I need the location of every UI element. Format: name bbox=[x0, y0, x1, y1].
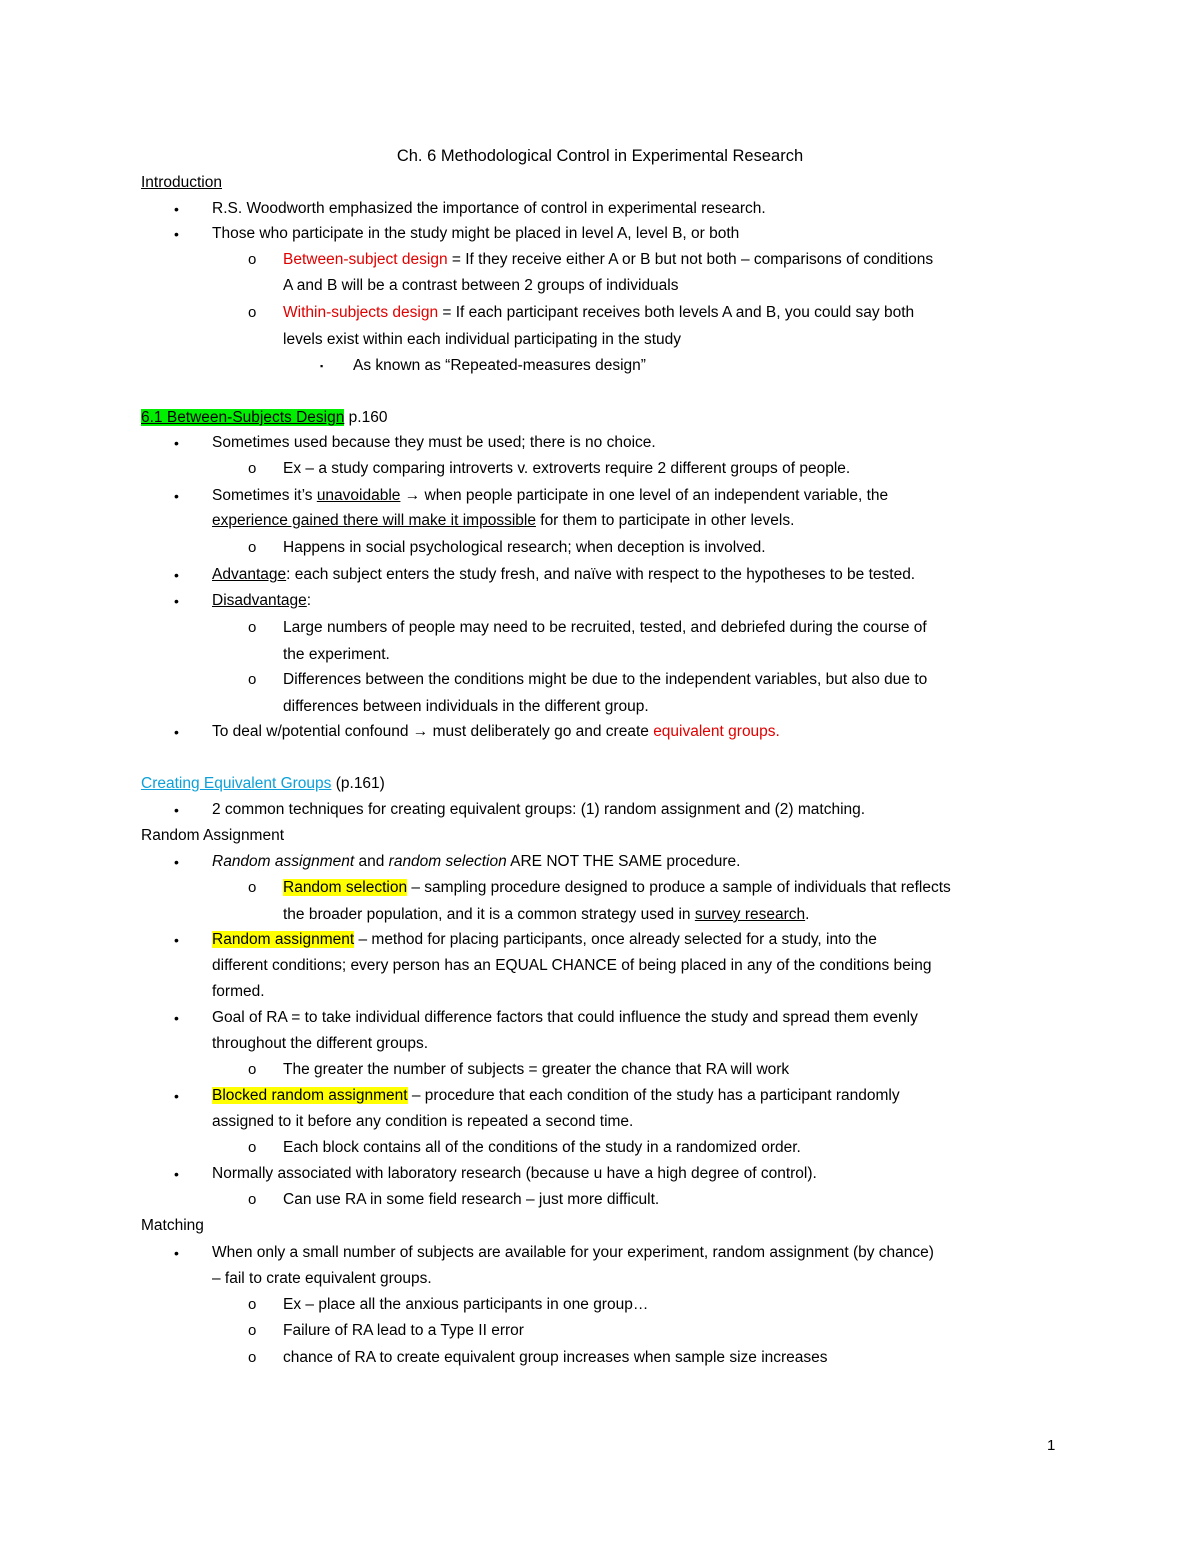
intro-bullet-1: R.S. Woodworth emphasized the importance of control in experimental research. bbox=[212, 200, 766, 217]
bullet-icon: • bbox=[174, 593, 179, 609]
ra-laboratory: Normally associated with laboratory research (because u have a high degree of control). bbox=[212, 1165, 817, 1182]
s61-disadvantage-1: Large numbers of people may need to be recruited, tested, and debriefed during the course of bbox=[283, 619, 927, 636]
s61-disadvantage-2: Differences between the conditions might be due to the independent variables, but also due to bbox=[283, 671, 928, 688]
heading-introduction: Introduction bbox=[141, 174, 222, 191]
ra-goal-1: The greater the number of subjects = greater the chance that RA will work bbox=[283, 1061, 790, 1078]
intro-repeated-measures: As known as “Repeated-measures design” bbox=[353, 357, 646, 374]
intro-within-subjects-line: Within-subjects design = If each participant receives both levels A and B, you could say both bbox=[283, 304, 915, 321]
ra-random-assignment-cont-1: different conditions; every person has an EQUAL CHANCE of being placed in any of the conditions being bbox=[212, 957, 932, 974]
bullet-icon: • bbox=[174, 201, 179, 217]
bullet-icon: • bbox=[174, 435, 179, 451]
sub-bullet-icon: o bbox=[248, 460, 257, 477]
sub-bullet-icon: o bbox=[248, 1322, 257, 1339]
sub-bullet-icon: o bbox=[248, 1061, 257, 1078]
bullet-icon: • bbox=[174, 226, 179, 242]
bullet-icon: • bbox=[174, 802, 179, 818]
bullet-icon: • bbox=[174, 567, 179, 583]
sub-bullet-icon: o bbox=[248, 879, 257, 896]
arrow-right-icon: → bbox=[408, 723, 433, 740]
square-bullet-icon: ▪ bbox=[320, 361, 324, 371]
sub-bullet-icon: o bbox=[248, 1139, 257, 1156]
intro-within-subjects-cont: levels exist within each individual participating in the study bbox=[283, 331, 682, 348]
sub-bullet-icon: o bbox=[248, 671, 257, 688]
bullet-icon: • bbox=[174, 1088, 179, 1104]
matching-bullet-1: When only a small number of subjects are available for your experiment, random assignment (by chance) bbox=[212, 1244, 934, 1261]
heading-6-1: 6.1 Between-Subjects Design bbox=[141, 409, 345, 426]
bullet-icon: • bbox=[174, 1245, 179, 1261]
heading-random-assignment: Random Assignment bbox=[141, 827, 285, 844]
creating-equivalent-groups-link[interactable]: Creating Equivalent Groups bbox=[141, 775, 332, 792]
ra-goal-cont: throughout the different groups. bbox=[212, 1035, 429, 1052]
bullet-icon: • bbox=[174, 854, 179, 870]
heading-matching: Matching bbox=[141, 1217, 204, 1234]
s61-disadvantage-2-cont: differences between individuals in the different group. bbox=[283, 698, 649, 715]
sub-bullet-icon: o bbox=[248, 304, 257, 321]
ra-random-selection: Random selection – sampling procedure designed to produce a sample of individuals that reflects bbox=[283, 879, 951, 896]
s61-disadvantage-1-cont: the experiment. bbox=[283, 646, 390, 663]
bullet-icon: • bbox=[174, 1166, 179, 1182]
matching-bullet-1-cont: – fail to crate equivalent groups. bbox=[212, 1270, 432, 1287]
ra-random-assignment-cont-2: formed. bbox=[212, 983, 265, 1000]
s61-disadvantage: Disadvantage: bbox=[212, 592, 312, 609]
sub-bullet-icon: o bbox=[248, 1191, 257, 1208]
matching-bullet-1-3: chance of RA to create equivalent group increases when sample size increases bbox=[283, 1349, 828, 1366]
ra-blocked-1: Each block contains all of the conditions of the study in a randomized order. bbox=[283, 1139, 801, 1156]
ra-goal: Goal of RA = to take individual difference factors that could influence the study and spread them evenly bbox=[212, 1009, 918, 1026]
bullet-icon: • bbox=[174, 724, 179, 740]
s61-bullet-2-cont: experience gained there will make it impossible for them to participate in other levels. bbox=[212, 512, 795, 529]
ra-blocked: Blocked random assignment – procedure that each condition of the study has a participant randomly bbox=[212, 1087, 900, 1104]
intro-between-subject-cont: A and B will be a contrast between 2 groups of individuals bbox=[283, 277, 679, 294]
page-number: 1 bbox=[1047, 1437, 1056, 1454]
term-between-subject-design: Between-subject design bbox=[283, 251, 448, 268]
intro-bullet-2: Those who participate in the study might be placed in level A, level B, or both bbox=[212, 225, 740, 242]
s61-bullet-5: To deal w/potential confound → must deliberately go and create equivalent groups. bbox=[212, 723, 780, 740]
heading-creating-equivalent-groups-line: Creating Equivalent Groups (p.161) bbox=[141, 775, 385, 792]
ra-bullet-1: Random assignment and random selection ARE NOT THE SAME procedure. bbox=[212, 853, 741, 870]
sub-bullet-icon: o bbox=[248, 251, 257, 268]
s61-bullet-1-1: Ex – a study comparing introverts v. extroverts require 2 different groups of people. bbox=[283, 460, 851, 477]
bullet-icon: • bbox=[174, 932, 179, 948]
sub-bullet-icon: o bbox=[248, 1349, 257, 1366]
sub-bullet-icon: o bbox=[248, 619, 257, 636]
s61-bullet-2: Sometimes it’s unavoidable → when people participate in one level of an independent variable, the bbox=[212, 487, 889, 504]
term-within-subjects-design: Within-subjects design bbox=[283, 304, 439, 321]
ra-random-selection-cont: the broader population, and it is a common strategy used in survey research. bbox=[283, 906, 810, 923]
s61-advantage: Advantage: each subject enters the study fresh, and naïve with respect to the hypotheses to be tested. bbox=[212, 566, 916, 583]
s61-bullet-1: Sometimes used because they must be used; there is no choice. bbox=[212, 434, 656, 451]
page-title: Ch. 6 Methodological Control in Experimental Research bbox=[396, 147, 804, 165]
bullet-icon: • bbox=[174, 1010, 179, 1026]
sub-bullet-icon: o bbox=[248, 1296, 257, 1313]
ra-blocked-cont: assigned to it before any condition is repeated a second time. bbox=[212, 1113, 634, 1130]
matching-bullet-1-2: Failure of RA lead to a Type II error bbox=[283, 1322, 524, 1339]
arrow-right-icon: → bbox=[400, 487, 425, 504]
ra-random-assignment: Random assignment – method for placing participants, once already selected for a study, into the bbox=[212, 931, 877, 948]
bullet-icon: • bbox=[174, 488, 179, 504]
ceg-bullet-1: 2 common techniques for creating equivalent groups: (1) random assignment and (2) matching. bbox=[212, 801, 866, 818]
s61-bullet-2-1: Happens in social psychological research; when deception is involved. bbox=[283, 539, 766, 556]
sub-bullet-icon: o bbox=[248, 539, 257, 556]
heading-6-1-line: 6.1 Between-Subjects Design p.160 bbox=[141, 409, 388, 426]
matching-bullet-1-1: Ex – place all the anxious participants in one group… bbox=[283, 1296, 649, 1313]
ra-laboratory-1: Can use RA in some field research – just more difficult. bbox=[283, 1191, 660, 1208]
intro-between-subject-line: Between-subject design = If they receive either A or B but not both – comparisons of conditions bbox=[283, 251, 934, 268]
